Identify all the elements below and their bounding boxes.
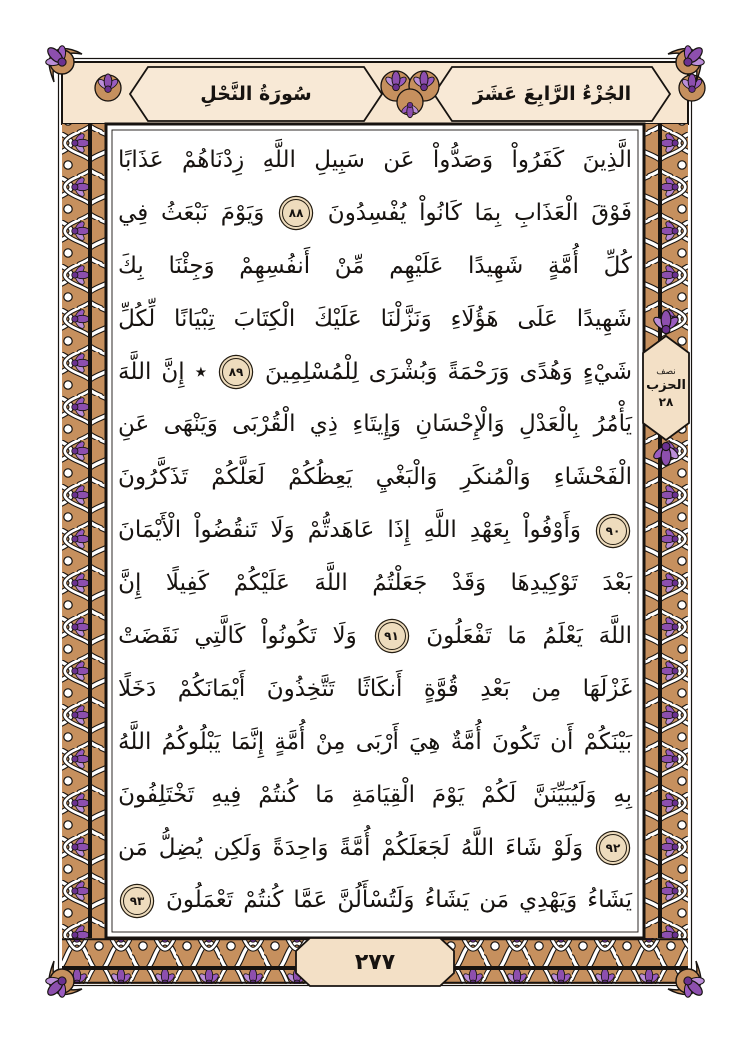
ayah-end-marker: ٨٨ <box>282 199 310 227</box>
quran-word: إِنَّ <box>161 358 185 385</box>
quran-word: بِكَ <box>118 252 144 279</box>
quran-word: تَعْمَلُونَ <box>166 887 234 914</box>
quran-word: وَهُدًى <box>519 358 573 385</box>
quran-word: عَذَابًا <box>118 147 164 173</box>
quran-word: وَأَوْفُواْ <box>523 517 581 544</box>
quran-word: وَنَزَّلْنَا <box>380 305 432 332</box>
quran-word: وَالْإِحْسَانِ <box>415 411 505 438</box>
quran-word: كُنتُمْ <box>243 887 284 914</box>
quran-line <box>118 293 632 346</box>
quran-line <box>118 346 632 399</box>
quran-line <box>118 769 632 822</box>
quran-word: تَكُونُواْ <box>261 623 317 650</box>
quran-word: كَالَّتِي <box>194 623 246 650</box>
hizb-marker-main-word: الحزب <box>646 378 686 394</box>
quran-word: ٭ <box>194 358 208 385</box>
quran-word: إِنَّمَا <box>230 728 265 755</box>
quran-word: بَعْدَ <box>602 570 632 597</box>
quran-word: تَذَكَّرُونَ <box>118 464 189 491</box>
quran-word: مَا <box>315 781 335 808</box>
quran-word: بِالْعَدْلِ <box>518 411 580 438</box>
quran-word: الَّذِينَ <box>582 147 632 173</box>
quran-word: وَيَوْمَ <box>220 199 265 226</box>
quran-word: الْأَيْمَانَ <box>118 517 182 544</box>
quran-word: غَزْلَهَا <box>582 675 632 702</box>
quran-line <box>118 716 632 769</box>
quran-word: لَكُمْ <box>481 781 517 808</box>
quran-word: أُمَّةً <box>339 834 371 861</box>
quran-word: بَعْدِ <box>480 675 510 702</box>
quran-word: تَكُونَ <box>492 728 540 755</box>
quran-word: اللَّهَ <box>314 570 348 597</box>
quran-word: وَالْبَغْيِ <box>375 464 438 491</box>
quran-word: بِعَهْدِ <box>469 517 511 544</box>
quran-word: عَلَيْهِم <box>389 252 444 279</box>
quran-word: عَنِ <box>118 411 150 438</box>
quran-word: عَلَى <box>517 305 558 332</box>
quran-word: عَاهَدتُّمْ <box>307 517 375 544</box>
quran-word: يَوْمَ <box>431 781 465 808</box>
quran-word: شَهِيدًا <box>576 305 632 332</box>
quran-word: ذِي <box>309 411 339 438</box>
quran-word: الْكِتَابَ <box>233 305 296 332</box>
quran-word: فِي <box>118 199 149 226</box>
quran-word: مِّنْ <box>334 252 365 279</box>
quran-word: يَبْلُوكُمُ <box>161 728 221 755</box>
quran-word: شَيْءٍ <box>582 358 632 385</box>
quran-word: يَشَاءُ <box>424 887 470 914</box>
quran-word: اللَّهَ <box>118 358 152 385</box>
quran-word: تِبْيَانًا <box>174 305 215 332</box>
quran-word: وَإِيتَاءِ <box>352 411 402 438</box>
quran-word: أُمَّةٍ <box>274 728 306 755</box>
quran-word: الْقُرْبَى <box>232 411 296 438</box>
hizb-marker-number: ٢٨ <box>658 395 674 410</box>
quran-word: وَرَحْمَةً <box>447 358 510 385</box>
ayah-end-marker: ٨٩ <box>222 358 250 386</box>
hizb-marker <box>643 349 689 429</box>
quran-word: قُوَّةٍ <box>423 675 459 702</box>
quran-word: وَيَنْهَى <box>163 411 218 438</box>
left-border-strip <box>62 124 106 938</box>
quran-word: يَعِظُكُمْ <box>288 464 353 491</box>
ayah-end-marker: ٩٢ <box>599 834 627 862</box>
quran-word: اللَّهُ <box>118 728 152 755</box>
quran-word: مِنْ <box>315 728 346 755</box>
quran-text-area <box>118 134 632 928</box>
quran-line <box>118 874 632 927</box>
quran-word: سَبِيلِ <box>314 147 365 173</box>
page-number: ٢٧٧ <box>354 949 396 975</box>
hizb-marker-top-word: نصف <box>656 367 676 378</box>
quran-word: هِيَ <box>409 728 441 755</box>
quran-word: كُلِّ <box>603 252 632 279</box>
quran-word: زِدْنَاهُمْ <box>182 147 245 173</box>
quran-word: لِّكُلِّ <box>118 305 156 332</box>
quran-word: كُنتُمْ <box>258 781 299 808</box>
quran-word: وَصَدُّواْ <box>432 147 494 173</box>
ayah-end-marker: ٩٣ <box>123 887 151 915</box>
quran-word: هَؤُلَاءِ <box>450 305 499 332</box>
quran-word: اللَّهِ <box>262 147 296 173</box>
quran-word: إِنَّ <box>118 570 142 597</box>
quran-word: اللَّهَ <box>598 623 632 650</box>
quran-word: تَنقُضُواْ <box>194 517 258 544</box>
quran-word: لَعَلَّكُمْ <box>211 464 266 491</box>
quran-word: شَاءَ <box>505 834 543 861</box>
quran-word: وَاحِدَةً <box>272 834 329 861</box>
quran-word: تَفْعَلُونَ <box>426 623 492 650</box>
quran-line <box>118 240 632 293</box>
quran-word: مَا <box>507 623 527 650</box>
quran-word: الْفَحْشَاءِ <box>553 464 632 491</box>
quran-word: أَيْمَانَكُمْ <box>177 675 246 702</box>
quran-line <box>118 134 632 187</box>
quran-word: وَلَا <box>270 517 295 544</box>
quran-word: وَالْمُنكَرِ <box>460 464 531 491</box>
juz-title: الجُزْءُ الرَّابِعَ عَشَرَ <box>472 83 632 105</box>
quran-word: وَقَدْ <box>451 570 487 597</box>
quran-word: مَن <box>118 834 148 861</box>
quran-word: وَلَكِن <box>213 834 262 861</box>
quran-word: نَبْعَثُ <box>160 199 208 226</box>
header-left-ornament <box>95 74 121 101</box>
quran-word: كَفَرُواْ <box>511 147 565 173</box>
quran-line <box>118 557 632 610</box>
quran-word: تَتَّخِذُونَ <box>266 675 335 702</box>
quran-line <box>118 663 632 716</box>
quran-line <box>118 504 632 557</box>
header-right-ornament <box>679 74 705 101</box>
quran-word: دَخَلًا <box>118 675 157 702</box>
quran-word: لَجَعَلَكُمْ <box>381 834 450 861</box>
quran-word: أَنفُسِهِمْ <box>239 252 311 279</box>
ayah-end-marker: ٩٠ <box>599 517 627 545</box>
quran-word: كَانُواْ <box>419 199 462 226</box>
quran-line <box>118 610 632 663</box>
quran-word: بِمَا <box>474 199 502 226</box>
quran-word: بِهِ <box>613 781 632 808</box>
quran-word: وَجِئْنَا <box>168 252 215 279</box>
quran-word: وَلَيُبَيِّنَنَّ <box>533 781 597 808</box>
quran-word: عَلَيْكُمْ <box>233 570 290 597</box>
quran-word: مِن <box>531 675 562 702</box>
quran-word: أَنكَاثًا <box>356 675 403 702</box>
quran-word: شَهِيدًا <box>468 252 524 279</box>
quran-word: أُمَّةٌ <box>450 728 482 755</box>
quran-word: جَعَلْتُمُ <box>372 570 428 597</box>
ayah-end-marker: ٩١ <box>378 622 406 650</box>
quran-line <box>118 822 632 875</box>
quran-word: نَقَضَتْ <box>118 623 179 650</box>
right-border-strip <box>644 124 688 938</box>
quran-word: يَأْمُرُ <box>593 411 632 438</box>
quran-word: عَلَيْكَ <box>314 305 362 332</box>
quran-word: عَن <box>383 147 415 173</box>
quran-word: أَن <box>550 728 574 755</box>
quran-word: فَوْقَ <box>591 199 632 226</box>
quran-word: فِيهِ <box>211 781 242 808</box>
quran-word: أُمَّةٍ <box>547 252 579 279</box>
quran-line <box>118 187 632 240</box>
quran-line <box>118 398 632 451</box>
surah-title: سُورَةُ النَّحْلِ <box>200 83 312 105</box>
quran-word: عَمَّا <box>293 887 328 914</box>
quran-word: وَلَا <box>332 623 357 650</box>
quran-word: يُفْسِدُونَ <box>327 199 407 226</box>
quran-word: الْعَذَابِ <box>513 199 579 226</box>
quran-word: كَفِيلًا <box>165 570 210 597</box>
quran-word: وَيَهْدِي <box>519 887 578 914</box>
quran-word: يَعْلَمُ <box>542 623 583 650</box>
quran-word: تَخْتَلِفُونَ <box>118 781 195 808</box>
quran-word: إِذَا <box>387 517 411 544</box>
quran-word: أَرْبَى <box>355 728 399 755</box>
quran-word: لِلْمُسْلِمِينَ <box>265 358 359 385</box>
quran-line <box>118 451 632 504</box>
quran-word: تَوْكِيدِهَا <box>510 570 578 597</box>
quran-word: اللَّهُ <box>460 834 495 861</box>
quran-word: مَن <box>479 887 510 914</box>
quran-word: يُضِلُّ <box>158 834 203 861</box>
quran-word: وَلَتُسْأَلُنَّ <box>337 887 415 914</box>
quran-word: اللَّهِ <box>423 517 457 544</box>
quran-word: بَيْنَكُمْ <box>583 728 632 755</box>
quran-word: الْقِيَامَةِ <box>351 781 415 808</box>
quran-word: يَشَاءُ <box>587 887 632 914</box>
quran-word: وَلَوْ <box>553 834 584 861</box>
quran-word: وَبُشْرَى <box>368 358 438 385</box>
